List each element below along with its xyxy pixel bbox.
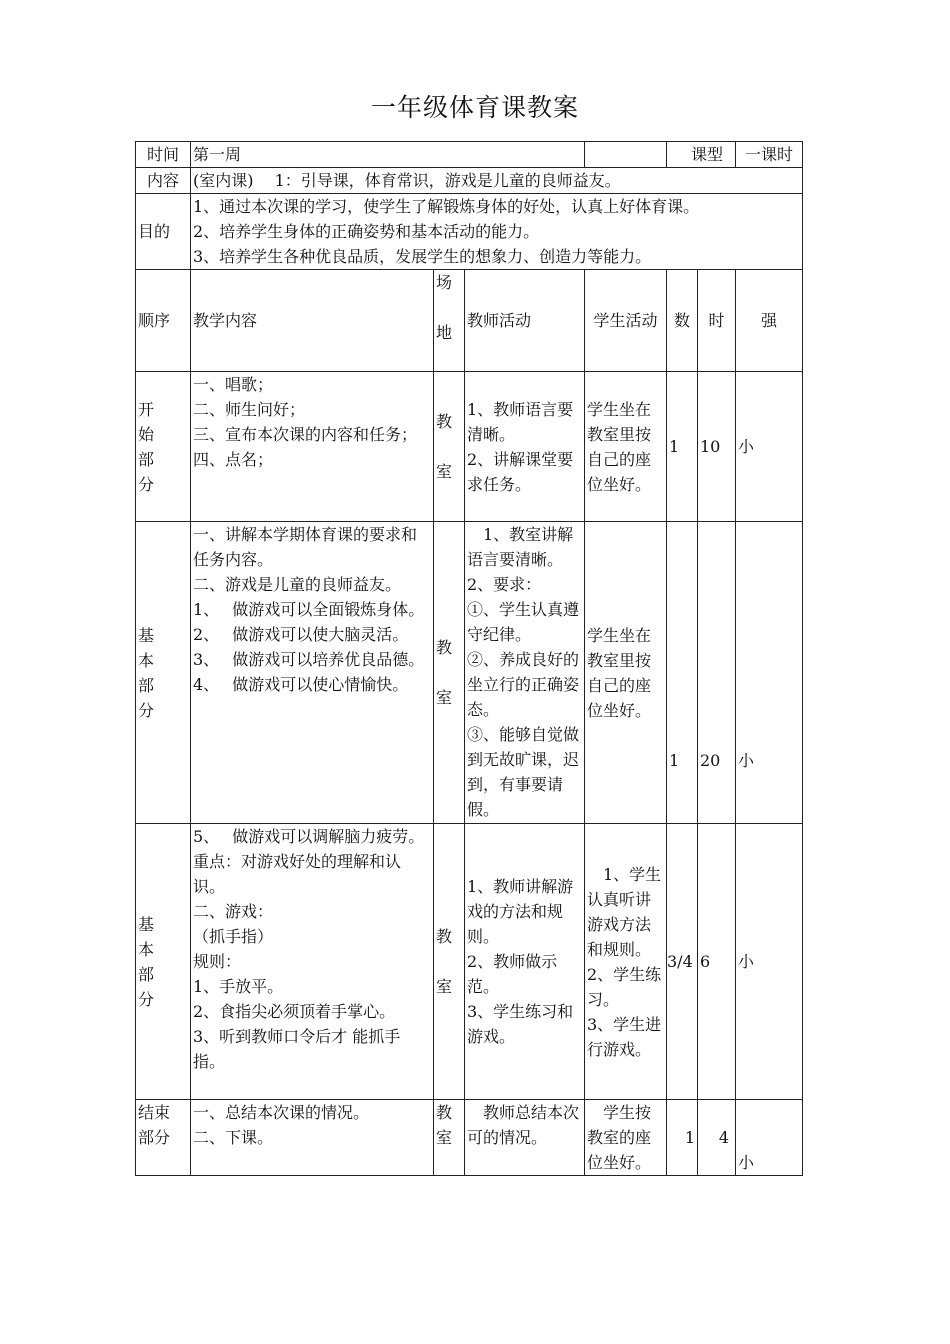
col-intensity: 强 [736, 270, 803, 372]
section-count: 3/4 [667, 824, 698, 1100]
section-venue: 教 室 [434, 372, 465, 522]
col-venue: 场 地 [434, 270, 465, 372]
col-order: 顺序 [136, 270, 191, 372]
section-row-start [136, 372, 803, 522]
section-time: 20 [698, 522, 736, 824]
goal-row [136, 194, 803, 270]
section-teacher-activity: 1、教室讲解语言要清晰。 2、要求： ①、学生认真遵守纪律。 ②、养成良好的坐立行的正确姿态。 ③、能够自觉做到无故旷课，迟到，有事要请假。 [465, 522, 585, 824]
section-time: 4 [698, 1100, 736, 1176]
section-time: 6 [698, 824, 736, 1100]
goal-label: 目的 [136, 194, 191, 270]
section-student-activity: 学生坐在教室里按自己的座位坐好。 [585, 522, 667, 824]
type-label: 课型 [667, 142, 736, 168]
col-count: 数 [667, 270, 698, 372]
section-content: 一、唱歌； 二、师生问好； 三、宣布本次课的内容和任务； 四、点名； [191, 372, 434, 522]
section-student-activity: 学生坐在教室里按自己的座位坐好。 [585, 372, 667, 522]
section-student-activity: 1、学生认真听讲游戏方法和规则。 2、学生练习。 3、学生进行游戏。 [585, 824, 667, 1100]
section-name: 基 本 部 分 [136, 522, 191, 824]
section-count: 1 [667, 522, 698, 824]
section-teacher-activity: 1、教师讲解游戏的方法和规则。 2、教师做示范。 3、学生练习和游戏。 [465, 824, 585, 1100]
section-content: 一、讲解本学期体育课的要求和任务内容。 二、游戏是儿童的良师益友。 1、 做游戏可以全面锻炼身体。 2、 做游戏可以使大脑灵活。 3、 做游戏可以培养优良品德。 4、 做游戏可以使心情愉快。 [191, 522, 434, 824]
section-content: 5、 做游戏可以调解脑力疲劳。 重点：对游戏好处的理解和认识。 二、游戏： （抓手指） 规则： 1、手放平。 2、食指尖必须顶着手掌心。 3、听到教师口令后才 能抓手指。 [191, 824, 434, 1100]
time-row [136, 142, 803, 168]
section-name: 基 本 部 分 [136, 824, 191, 1100]
section-row-end [136, 1100, 803, 1176]
section-intensity: 小 [736, 522, 803, 824]
content-row [136, 168, 803, 194]
content-value: (室内课) 1：引导课，体育常识，游戏是儿童的良师益友。 [191, 168, 803, 194]
section-intensity: 小 [736, 372, 803, 522]
col-teacher: 教师活动 [465, 270, 585, 372]
type-value: 一课时 [736, 142, 803, 168]
page-title: 一年级体育课教案 [370, 93, 579, 122]
col-content: 教学内容 [191, 270, 434, 372]
time-value: 第一周 [191, 142, 585, 168]
content-label: 内容 [136, 168, 191, 194]
section-row-main-1 [136, 522, 803, 824]
lesson-plan-table [135, 141, 803, 1176]
col-student: 学生活动 [585, 270, 667, 372]
section-name: 结束 部分 [136, 1100, 191, 1176]
section-student-activity: 学生按教室的座位坐好。 [585, 1100, 667, 1176]
section-name: 开 始 部 分 [136, 372, 191, 522]
section-content: 一、总结本次课的情况。 二、下课。 [191, 1100, 434, 1176]
section-count: 1 [667, 1100, 698, 1176]
section-venue: 教 室 [434, 522, 465, 824]
column-header-row [136, 270, 803, 372]
section-teacher-activity: 1、教师语言要清晰。 2、讲解课堂要求任务。 [465, 372, 585, 522]
time-label: 时间 [136, 142, 191, 168]
section-count: 1 [667, 372, 698, 522]
goal-list [191, 194, 803, 270]
section-row-main-2 [136, 824, 803, 1100]
col-time: 时 [698, 270, 736, 372]
section-intensity: 小 [736, 824, 803, 1100]
section-time: 10 [698, 372, 736, 522]
section-teacher-activity: 教师总结本次可的情况。 [465, 1100, 585, 1176]
section-intensity: 小 [736, 1100, 803, 1176]
goal-item: 3、培养学生各种优良品质，发展学生的想象力、创造力等能力。 [193, 247, 652, 266]
goal-item: 1、通过本次课的学习，使学生了解锻炼身体的好处，认真上好体育课。 [193, 197, 700, 216]
section-venue: 教 室 [434, 824, 465, 1100]
blank-cell [585, 142, 667, 168]
goal-item: 2、培养学生身体的正确姿势和基本活动的能力。 [193, 222, 540, 241]
section-venue: 教 室 [434, 1100, 465, 1176]
